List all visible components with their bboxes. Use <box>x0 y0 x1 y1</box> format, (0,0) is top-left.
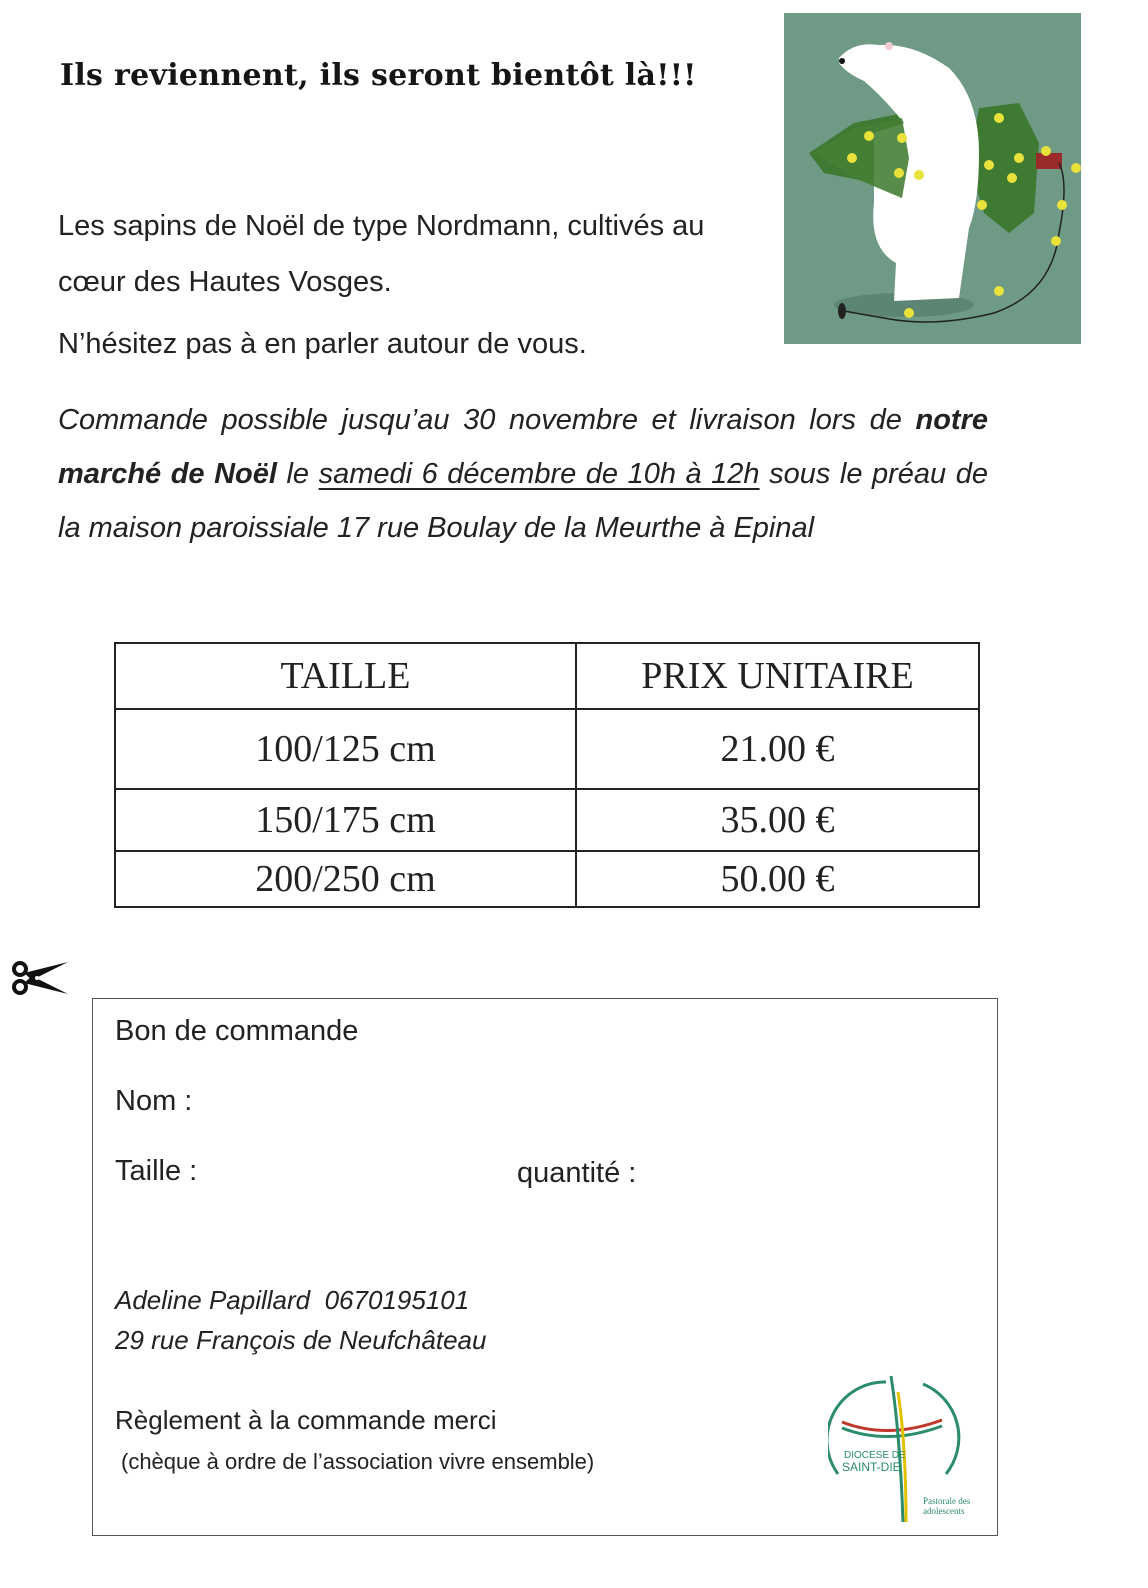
share-text: N’hésitez pas à en parler autour de vous. <box>58 328 587 360</box>
logo-line1: DIOCESE DE <box>844 1450 906 1461</box>
order-info-text-2: le <box>276 458 319 490</box>
logo-subtitle2: adolescents <box>923 1506 965 1516</box>
scissors-icon <box>10 958 70 998</box>
diocese-logo <box>828 1374 988 1524</box>
price-cell: 35.00 € <box>576 789 979 851</box>
polar-bear-illustration <box>784 13 1081 344</box>
order-form-title: Bon de commande <box>115 1015 359 1047</box>
headline: Ils reviennent, ils seront bientôt là!!! <box>60 58 697 93</box>
payment-detail: (chèque à ordre de l’association vivre ensemble) <box>121 1449 595 1474</box>
payment-note: Règlement à la commande merci <box>115 1405 497 1435</box>
polar-bear-tree-image <box>784 13 1081 344</box>
table-header-row <box>115 643 979 709</box>
order-info <box>58 393 988 555</box>
price-table <box>114 642 980 908</box>
price-cell: 50.00 € <box>576 851 979 907</box>
order-info-location: sous le préau de la maison paroissiale 17 rue Boulay de la Meurthe à Epinal <box>58 458 988 544</box>
size-cell: 100/125 cm <box>115 709 576 789</box>
table-row <box>115 789 979 851</box>
delivery-date: samedi 6 décembre de 10h à 12h <box>318 458 760 490</box>
quantity-field-label: quantité : <box>517 1157 637 1189</box>
logo-subtitle1: Pastorale des <box>923 1496 971 1506</box>
price-cell: 21.00 € <box>576 709 979 789</box>
price-column-header: PRIX UNITAIRE <box>576 643 979 709</box>
christmas-market-text: notre marché de Noël <box>58 404 988 490</box>
contact-name-phone: Adeline Papillard 0670195101 <box>115 1285 470 1315</box>
contact-address: 29 rue François de Neufchâteau <box>115 1325 487 1355</box>
size-cell: 150/175 cm <box>115 789 576 851</box>
table-row <box>115 709 979 789</box>
size-cell: 200/250 cm <box>115 851 576 907</box>
intro-text: Les sapins de Noël de type Nordmann, cultivés au cœur des Hautes Vosges. <box>58 210 705 298</box>
name-field-label: Nom : <box>115 1085 193 1117</box>
order-form <box>92 998 998 1536</box>
logo-line2: SAINT-DIE <box>842 1460 901 1474</box>
size-column-header: TAILLE <box>115 643 576 709</box>
table-row <box>115 851 979 907</box>
order-info-text: Commande possible jusqu’au 30 novembre et livraison lors de <box>58 404 916 436</box>
size-field-label: Taille : <box>115 1155 198 1187</box>
